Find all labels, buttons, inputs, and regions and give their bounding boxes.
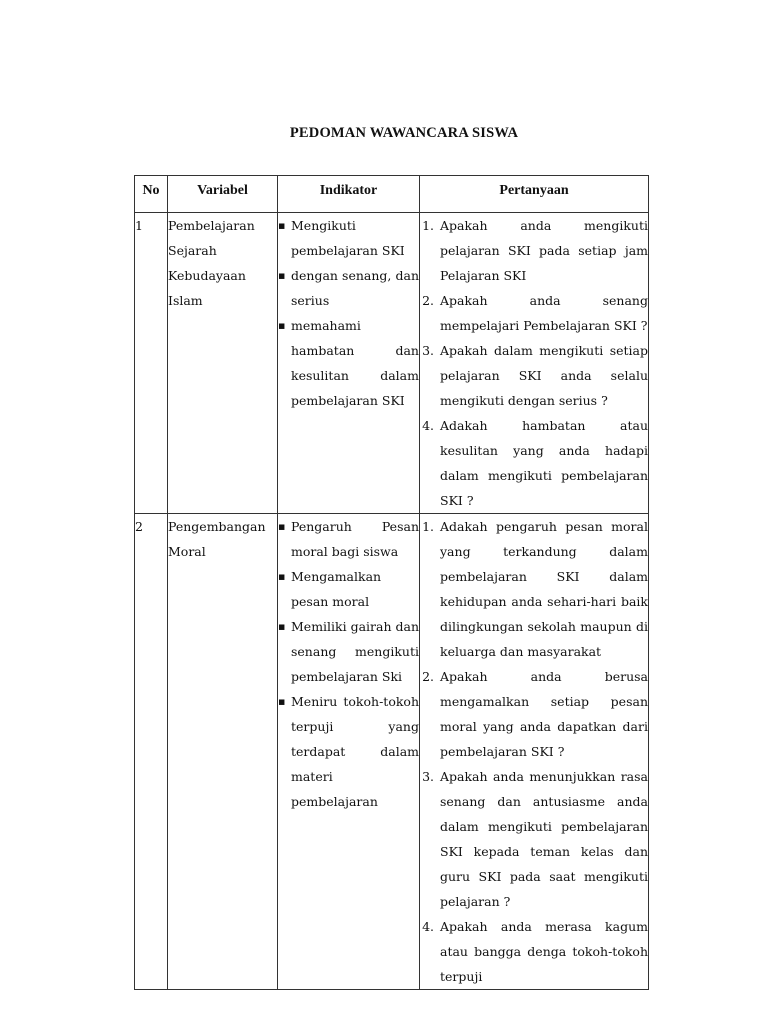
row-number: 2 xyxy=(135,514,168,990)
indicator-item: ▪ Mengikuti pembelajaran SKI xyxy=(278,213,419,263)
question-number: 2. xyxy=(422,669,434,684)
indicator-item: ▪ Pengaruh Pesan moral bagi siswa xyxy=(278,514,419,564)
header-no: No xyxy=(135,176,168,213)
indicator-item: ▪ Memiliki gairah dan senang mengikuti pembelajaran Ski xyxy=(278,614,419,689)
question-cell xyxy=(420,514,649,990)
question-item xyxy=(420,914,648,989)
question-text: Apakah anda merasa kagum atau bangga denga tokoh-tokoh terpuji xyxy=(440,919,648,984)
interview-table xyxy=(134,175,649,990)
question-number: 1. xyxy=(422,218,434,233)
question-number: 4. xyxy=(422,919,434,934)
question-item xyxy=(420,764,648,914)
question-item xyxy=(420,664,648,764)
row-number: 1 xyxy=(135,213,168,514)
variable-cell: Pengembangan Moral xyxy=(168,514,278,990)
variable-cell: Pembelajaran Sejarah Kebudayaan Islam xyxy=(168,213,278,514)
indicator-item: ▪ Mengamalkan pesan moral xyxy=(278,564,419,614)
question-text: Adakah pengaruh pesan moral yang terkandung dalam pembelajaran SKI dalam kehidupan anda sehari-hari baik dilingkungan sekolah maupun di keluarga dan masyarakat xyxy=(440,519,648,659)
question-text: Apakah anda mengikuti pelajaran SKI pada setiap jam Pelajaran SKI xyxy=(440,218,648,283)
question-cell xyxy=(420,213,649,514)
table-row xyxy=(135,514,649,990)
question-text: Apakah dalam mengikuti setiap pelajaran SKI anda selalu mengikuti dengan serius ? xyxy=(440,343,648,408)
page-title: PEDOMAN WAWANCARA SISWA xyxy=(289,125,519,141)
indicator-item: ▪ dengan senang, dan serius xyxy=(278,263,419,313)
question-item xyxy=(420,514,648,664)
question-number: 3. xyxy=(422,769,434,784)
question-text: Apakah anda berusa mengamalkan setiap pesan moral yang anda dapatkan dari pembelajaran SKI ? xyxy=(440,669,648,759)
question-item xyxy=(420,338,648,413)
table-row xyxy=(135,213,649,514)
indicator-item: ▪ memahami hambatan dan kesulitan dalam pembelajaran SKI xyxy=(278,313,419,413)
question-number: 1. xyxy=(422,519,434,534)
question-text: Adakah hambatan atau kesulitan yang anda hadapi dalam mengikuti pembelajaran SKI ? xyxy=(440,418,648,508)
question-number: 3. xyxy=(422,343,434,358)
header-pertanyaan: Pertanyaan xyxy=(420,176,649,213)
header-indikator: Indikator xyxy=(278,176,420,213)
question-item xyxy=(420,288,648,338)
question-text: Apakah anda senang mempelajari Pembelajaran SKI ? xyxy=(440,293,648,333)
question-item xyxy=(420,413,648,513)
question-number: 2. xyxy=(422,293,434,308)
header-variabel: Variabel xyxy=(168,176,278,213)
question-number: 4. xyxy=(422,418,434,433)
question-item xyxy=(420,213,648,288)
question-text: Apakah anda menunjukkan rasa senang dan antusiasme anda dalam mengikuti pembelajaran SKI kepada teman kelas dan guru SKI pada saat mengikuti pelajaran ? xyxy=(440,769,648,909)
table-header-row xyxy=(135,176,649,213)
indicator-item: ▪ Meniru tokoh-tokoh terpuji yang terdapat dalam materi pembelajaran xyxy=(278,689,419,814)
indicator-cell xyxy=(278,514,420,990)
indicator-cell xyxy=(278,213,420,514)
